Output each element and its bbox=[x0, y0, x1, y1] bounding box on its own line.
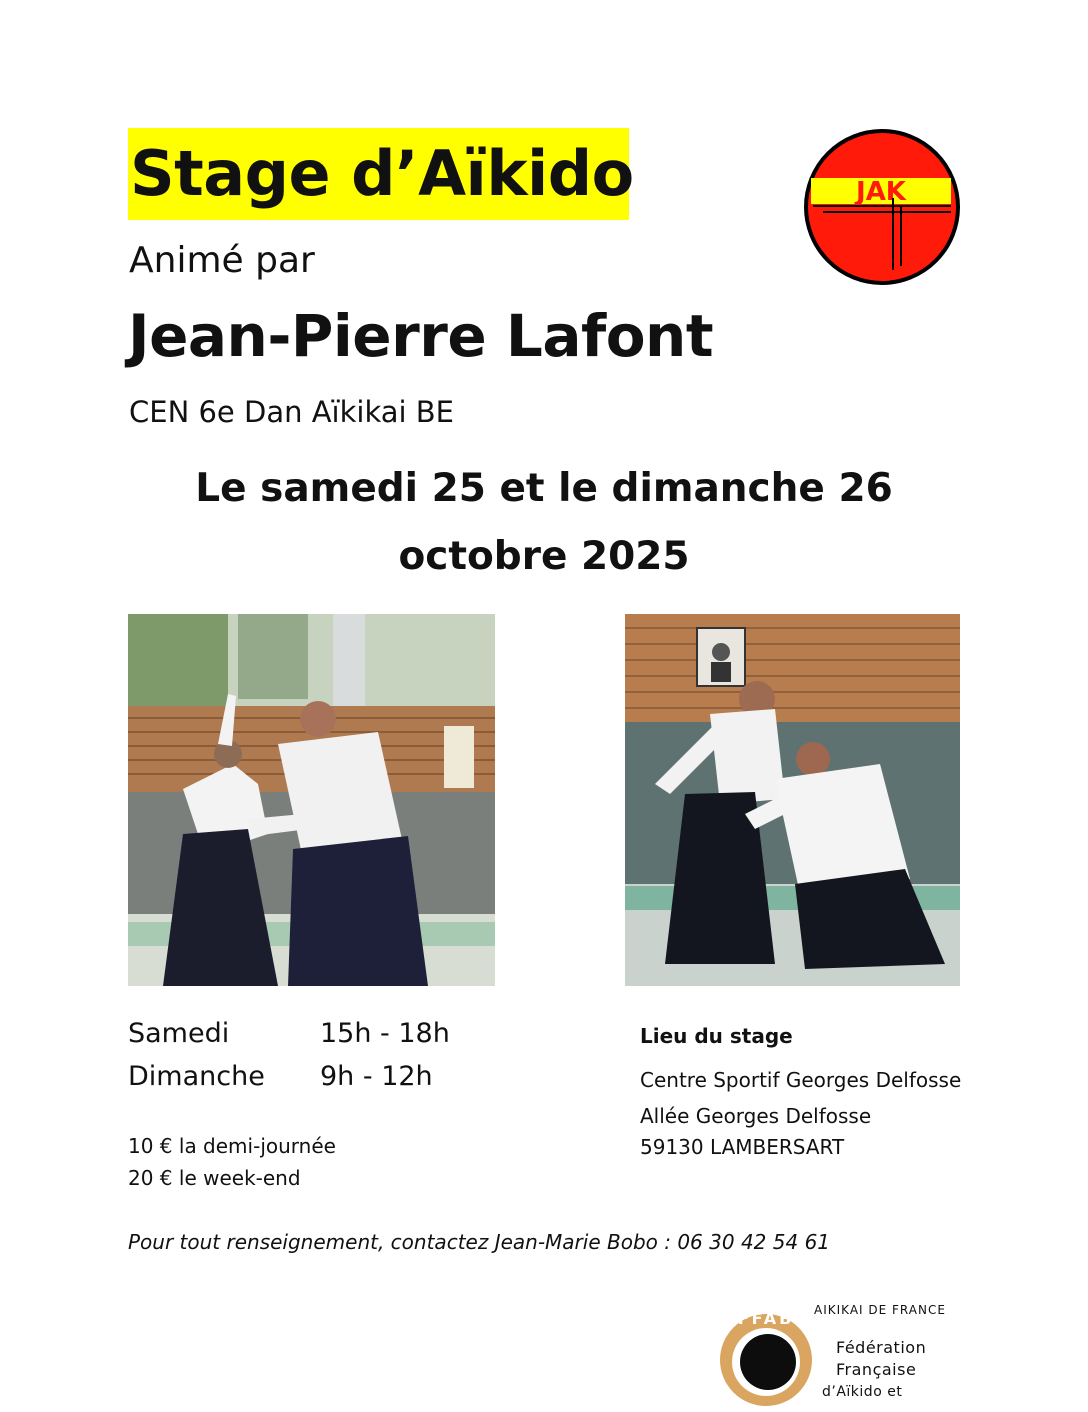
aikido-photo-1 bbox=[128, 614, 495, 986]
price-weekend: 20 € le week-end bbox=[128, 1166, 301, 1190]
page-title: Stage d’Aïkido bbox=[130, 137, 634, 210]
schedule-time-saturday: 15h - 18h bbox=[320, 1018, 450, 1049]
price-half-day: 10 € la demi-journée bbox=[128, 1134, 336, 1158]
federation-line-3: d’Aïkido et bbox=[822, 1384, 903, 1400]
date-line-1: Le samedi 25 et le dimanche 26 bbox=[195, 466, 893, 511]
jak-logo bbox=[803, 128, 961, 286]
schedule-day-saturday: Samedi bbox=[128, 1018, 230, 1049]
date-line-2: octobre 2025 bbox=[398, 534, 690, 579]
teacher-name: Jean-Pierre Lafont bbox=[128, 302, 714, 370]
schedule-time-sunday: 9h - 12h bbox=[320, 1061, 433, 1092]
venue-line-2: Allée Georges Delfosse bbox=[640, 1104, 872, 1128]
contact-info: Pour tout renseignement, contactez Jean-Marie Bobo : 06 30 42 54 61 bbox=[128, 1230, 831, 1254]
venue-line-3: 59130 LAMBERSART bbox=[640, 1135, 845, 1159]
venue-title: Lieu du stage bbox=[640, 1024, 793, 1048]
aikido-photo-2 bbox=[625, 614, 960, 986]
teacher-grade: CEN 6e Dan Aïkikai BE bbox=[129, 395, 454, 429]
federation-line-1: Fédération bbox=[836, 1338, 927, 1357]
ffab-logo bbox=[714, 1300, 814, 1408]
federation-top: AIKIKAI DE FRANCE bbox=[814, 1303, 946, 1317]
schedule-day-sunday: Dimanche bbox=[128, 1061, 265, 1092]
venue-line-1: Centre Sportif Georges Delfosse bbox=[640, 1068, 962, 1092]
intro-text: Animé par bbox=[129, 240, 315, 281]
jak-logo-text: JAK bbox=[856, 177, 906, 207]
federation-line-2: Française bbox=[836, 1360, 917, 1379]
ffab-acronym: FFAB bbox=[737, 1309, 795, 1328]
